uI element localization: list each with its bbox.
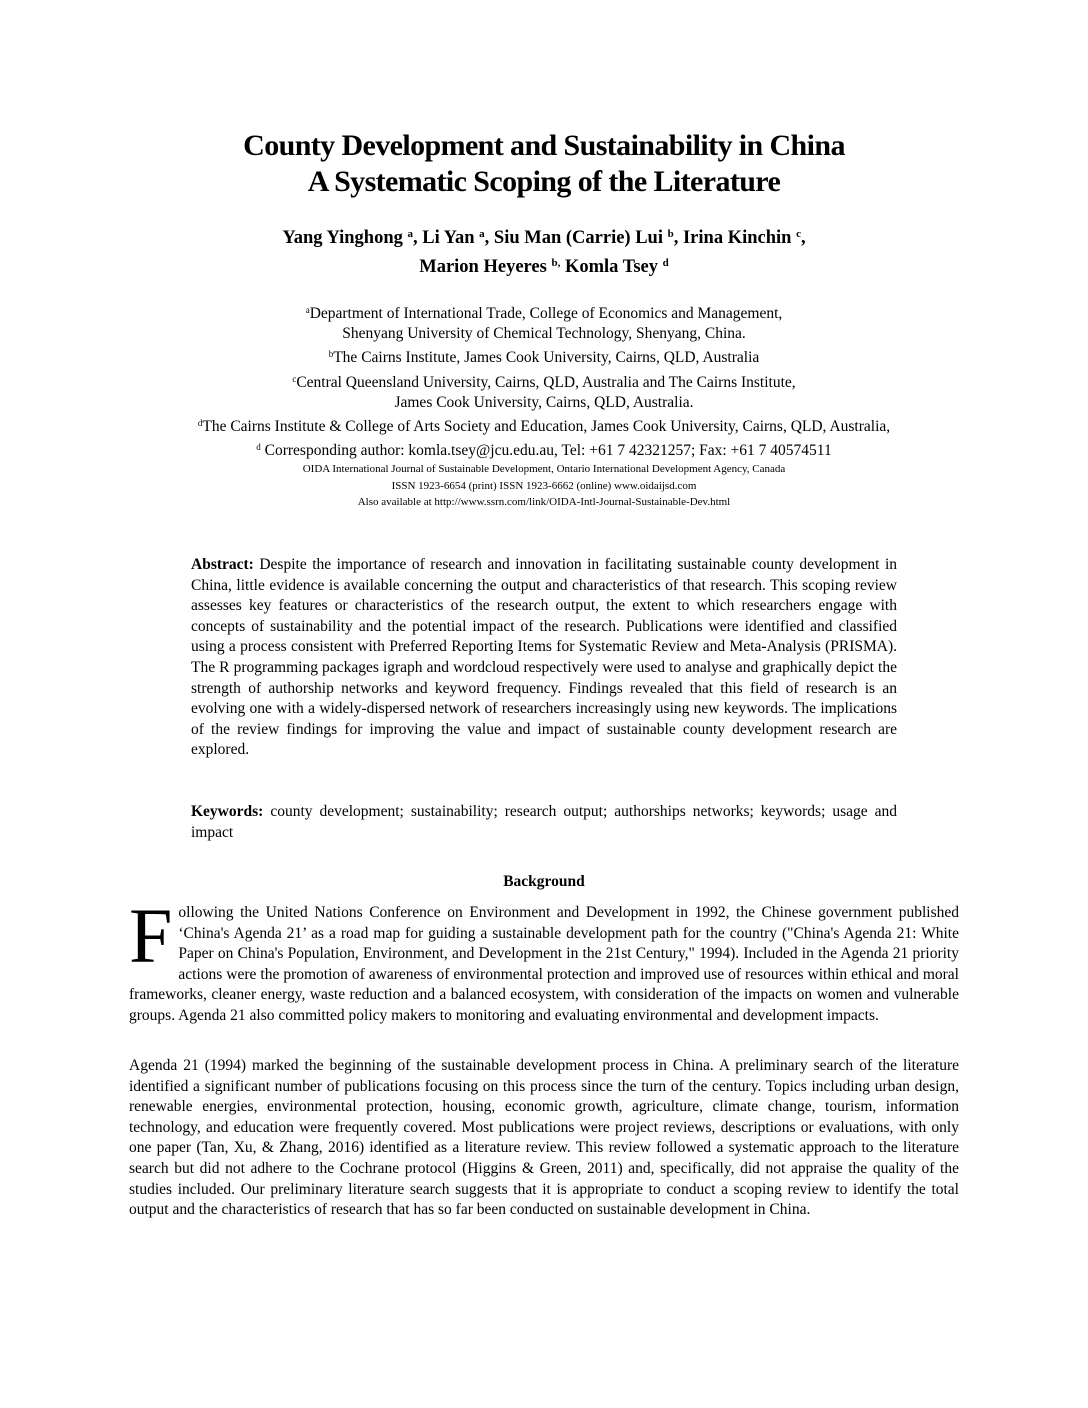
affiliation-line: $^d$The Cairns Institute & College of Arts Society and Education, James Cook University, Cairns, QLD, Australia, bbox=[197, 418, 891, 436]
abstract-label: Abstract: bbox=[191, 556, 254, 573]
author: Yang Yinghong $^a$, bbox=[282, 228, 423, 248]
abstract-text: Despite the importance of research and innovation in facilitating sustainable county development in China, little evidence is available concerning the output and characteristics of that research. This scoping review assesses key features or characteristics of the research output, the extent to which researchers engage with concepts of sustainability and the potential impact of the research. Publications were identified and classified using a process consistent with Preferred Reporting Items for Systematic Review and Meta-Analysis (PRISMA). The R programming packages igraph and wordcloud respectively were used to analyse and graphically depict the strength of authorship networks and keyword frequency. Findings revealed that this field of research is an evolving one with a widely-dispersed network of researchers increasingly using new keywords. The implications of the review findings for improving the value and impact of sustainable county development research are explored. bbox=[191, 556, 898, 759]
background-paragraph-2: Agenda 21 (1994) marked the beginning of the sustainable development process in China. A preliminary search of the literature identified a significant number of publications focusing on this process since the turn of the century. Topics including urban design, renewable energies, environmental protection, housing, economic growth, agriculture, climate change, tourism, information technology, and education were frequently covered. Most publications were project reviews, descriptions or evaluations, with only one paper (Tan, Xu, & Zhang, 2016) identified as a literature review. This review followed a systematic approach to the literature search but did not adhere to the Cochrane protocol (Higgins & Green, 2011) and, specifically, did not appraise the quality of the studies included. Our preliminary literature search suggests that it is appropriate to conduct a scoping review to identify the total output and the characteristics of research that has so far been conducted on sustainable development in China. bbox=[129, 1057, 959, 1219]
keywords bbox=[191, 802, 897, 843]
paper-title bbox=[0, 128, 1088, 200]
author: Li Yan $^a$, bbox=[422, 228, 494, 248]
abstract bbox=[191, 555, 897, 761]
drop-cap: F bbox=[129, 892, 173, 979]
affiliation-line: $^a$Department of International Trade, College of Economics and Management, bbox=[305, 305, 783, 322]
journal-ssrn-link: Also available at http://www.ssrn.com/link/OIDA-Intl-Journal-Sustainable-Dev.html bbox=[357, 496, 731, 508]
background-paragraph-1 bbox=[129, 892, 959, 1027]
keywords-label: Keywords: bbox=[191, 803, 264, 820]
affiliations bbox=[0, 300, 1088, 461]
section-heading-background: Background bbox=[503, 873, 585, 890]
affiliation-line: $^c$Central Queensland University, Cairns, QLD, Australia and The Cairns Institute, bbox=[292, 373, 796, 391]
author-list bbox=[0, 222, 1088, 280]
journal-info bbox=[0, 461, 1088, 511]
affiliation-line: Shenyang University of Chemical Technology, Shenyang, China. bbox=[342, 325, 746, 343]
author: Siu Man (Carrie) Lui $^b$, bbox=[493, 228, 683, 248]
journal-name: OIDA International Journal of Sustainable Development, Ontario International Development Agency, Canada bbox=[302, 463, 786, 475]
title-line-2: A Systematic Scoping of the Literature bbox=[307, 165, 781, 198]
keywords-text: county development; sustainability; research output; authorships networks; keywords; usage and impact bbox=[191, 803, 898, 841]
title-line-1: County Development and Sustainability in China bbox=[243, 129, 845, 162]
corresponding-author: $^d$ Corresponding author: komla.tsey@jcu.edu.au, Tel: +61 7 42321257; Fax: +61 7 40574511 bbox=[256, 442, 832, 460]
author: Komla Tsey $^d$ bbox=[564, 257, 669, 277]
journal-issn: ISSN 1923-6654 (print) ISSN 1923-6662 (online) www.oidaijsd.com bbox=[391, 479, 697, 492]
author: Marion Heyeres $^{b,}$ bbox=[419, 257, 561, 277]
affiliation-line: $^b$The Cairns Institute, James Cook University, Cairns, QLD, Australia bbox=[328, 349, 760, 367]
paragraph-text: ollowing the United Nations Conference on Environment and Development in 1992, the Chinese government published ‘China's Agenda 21’ as a road map for guiding a sustainable development path for the country ("China's Agenda 21: White Paper on China's Population, Environment, and Development in the 21st Century," 1994). Included in the Agenda 21 priority actions were the promotion of awareness of environmental protection and improved use of resources within ethical and moral frameworks, cleaner energy, waste reduction and a balanced ecosystem, with consideration of the impacts on women and vulnerable groups. Agenda 21 also committed policy makers to monitoring and evaluating environmental and development impacts. bbox=[129, 904, 959, 1024]
affiliation-line: James Cook University, Cairns, QLD, Australia. bbox=[394, 393, 694, 411]
author: Irina Kinchin $^c$, bbox=[682, 228, 806, 248]
